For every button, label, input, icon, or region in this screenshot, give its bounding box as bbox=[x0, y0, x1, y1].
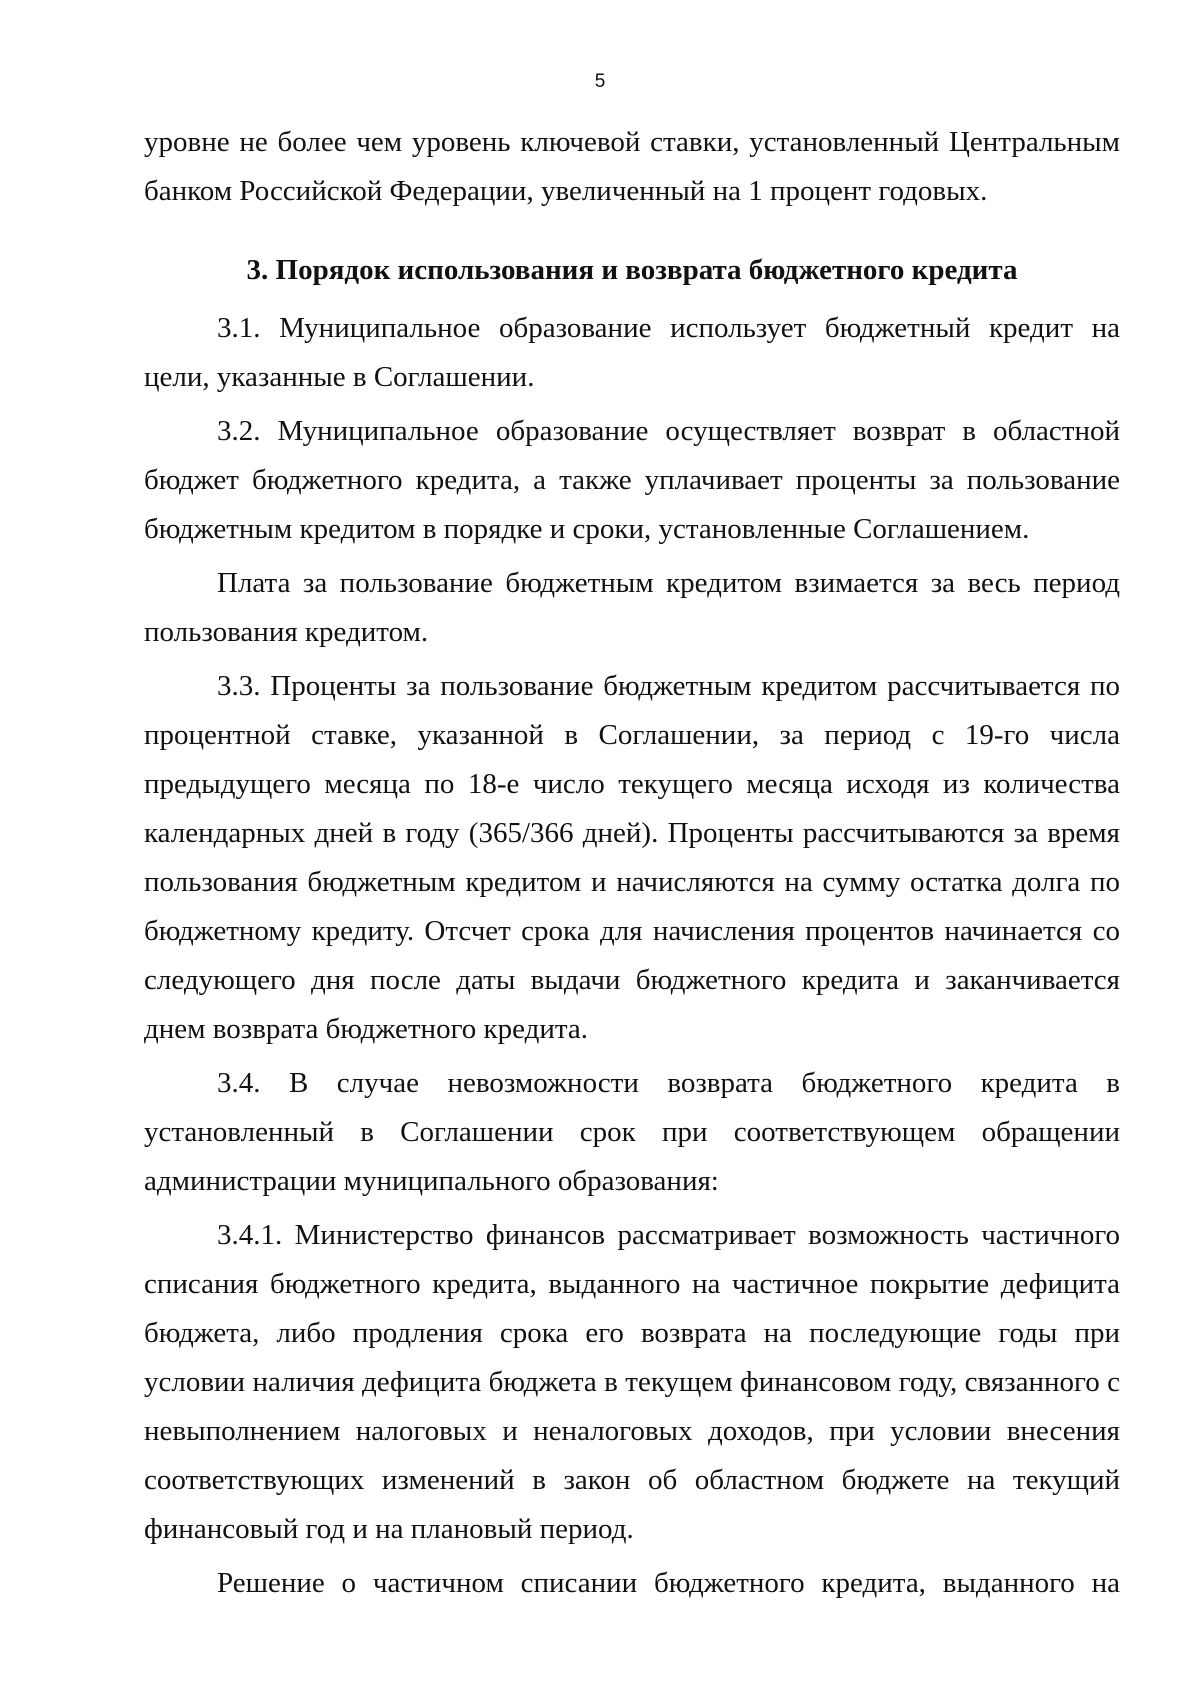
paragraph-fee: Плата за пользование бюджетным кредитом взимается за весь период пользования кредитом. bbox=[144, 567, 1120, 648]
paragraph-3-1: 3.1. Муниципальное образование использует бюджетный кредит на цели, указанные в Соглашении. bbox=[144, 312, 1120, 393]
intro-paragraph: уровне не более чем уровень ключевой ставки, установленный Центральным банком Российской Федерации, увеличенный на 1 процент годовых. bbox=[144, 126, 1120, 207]
paragraph-3-4: 3.4. В случае невозможности возврата бюджетного кредита в установленный в Соглашении срок при соответствующем обращении администрации муниципального образования: bbox=[144, 1067, 1120, 1197]
paragraph-decision: Решение о частичном списании бюджетного кредита, выданного на bbox=[217, 1567, 1120, 1599]
paragraph-3-2: 3.2. Муниципальное образование осуществляет возврат в областной бюджет бюджетного кредита, а также уплачивает проценты за пользование бюджетным кредитом в порядке и сроки, установленные Соглашением. bbox=[144, 415, 1120, 545]
page-number: 5 bbox=[594, 71, 606, 92]
document-body bbox=[144, 118, 1120, 1608]
section-heading: 3. Порядок использования и возврата бюджетного кредита bbox=[246, 254, 1018, 286]
paragraph-3-4-1: 3.4.1. Министерство финансов рассматривает возможность частичного списания бюджетного кредита, выданного на частичное покрытие дефицита бюджета, либо продления срока его возврата на последующие годы при условии наличия дефицита бюджета в текущем финансовом году, связанного с невыполнением налоговых и неналоговых доходов, при условии внесения соответствующих изменений в закон об областном бюджете на текущий финансовый год и на плановый период. bbox=[144, 1219, 1120, 1545]
paragraph-3-3: 3.3. Проценты за пользование бюджетным кредитом рассчитывается по процентной ставке, указанной в Соглашении, за период с 19-го числа предыдущего месяца по 18-е число текущего месяца исходя из количества календарных дней в году (365/366 дней). Проценты рассчитываются за время пользования бюджетным кредитом и начисляются на сумму остатка долга по бюджетному кредиту. Отсчет срока для начисления процентов начинается со следующего дня после даты выдачи бюджетного кредита и заканчивается днем возврата бюджетного кредита. bbox=[144, 670, 1120, 1045]
